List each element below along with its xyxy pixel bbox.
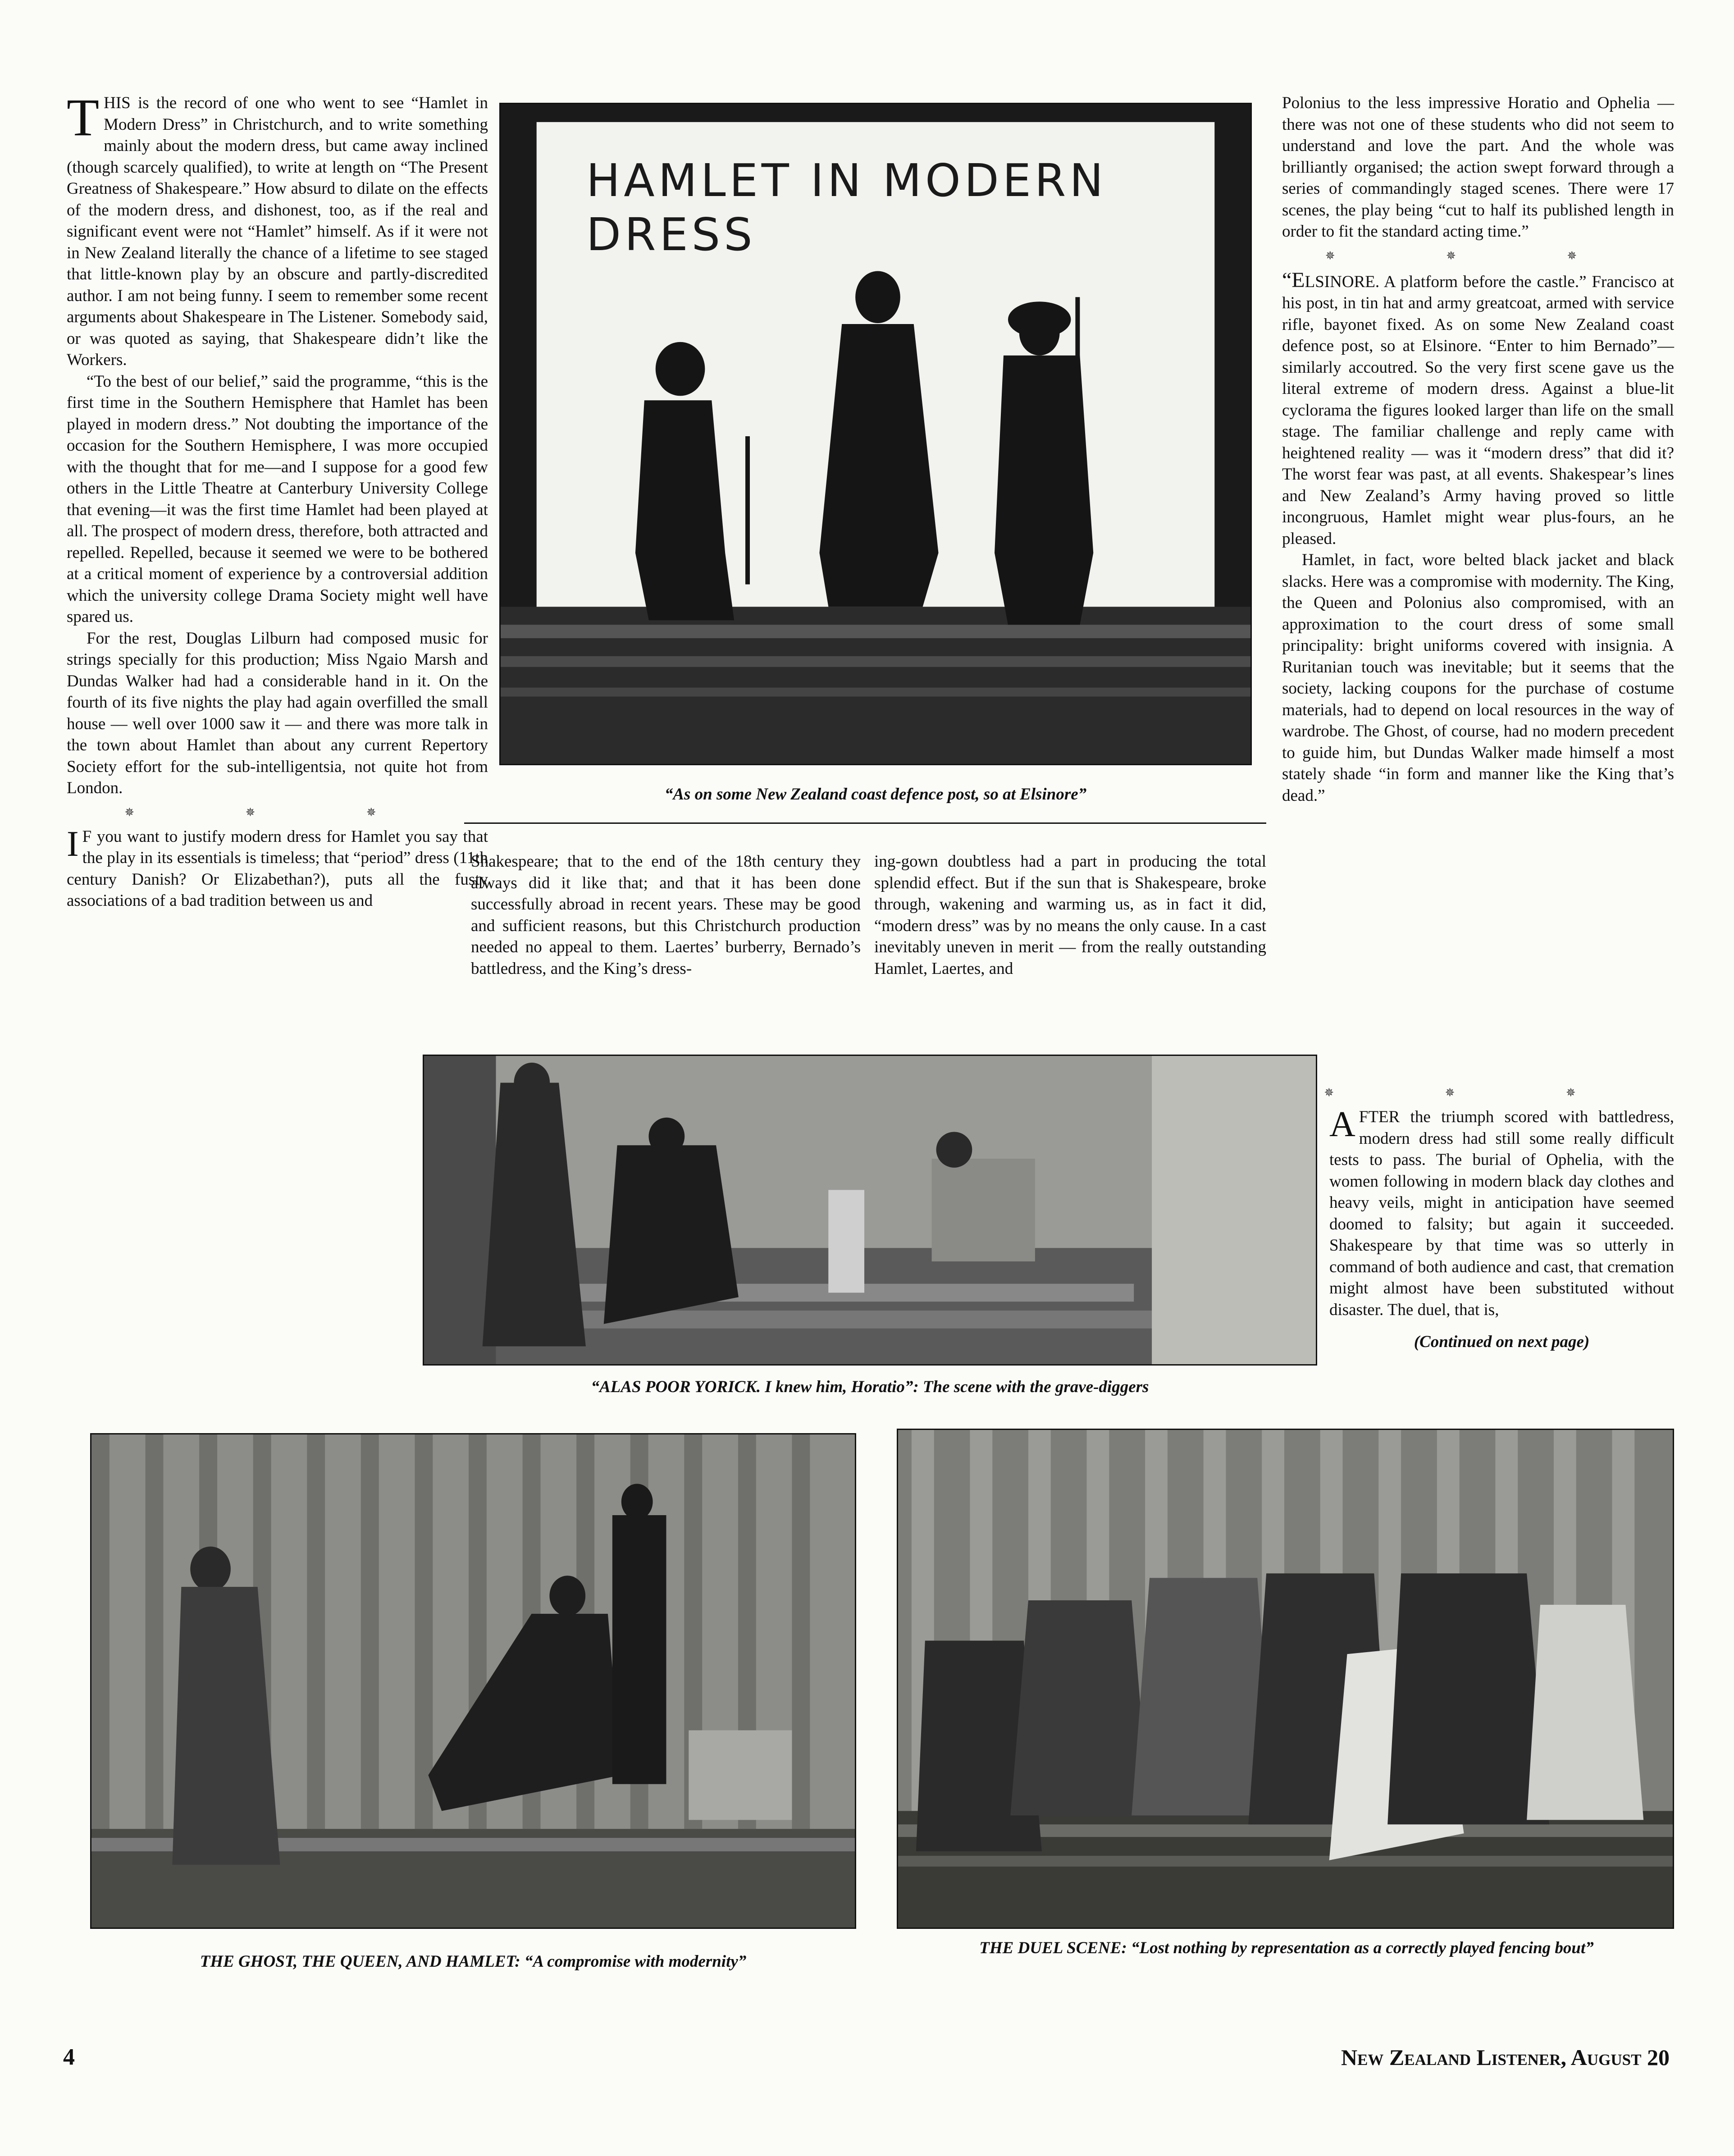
article-column-3-lower <box>1324 1079 1674 1353</box>
gravediggers-scene-image <box>424 1056 1316 1364</box>
continued-note: (Continued on next page) <box>1414 1333 1590 1351</box>
publication-footer: New Zealand Listener, August 20 <box>1341 2045 1670 2070</box>
article-paragraph: ing-gown doubtless had a part in producing the total splendid effect. But if the sun that is Shakespeare, broke through, wakening and warming us, as in fact it did, “modern dress” was by no means the only cause. In a cast inevitably uneven in merit — from the really outstanding Hamlet, Laertes, and <box>874 852 1266 978</box>
caption-rule <box>464 822 1266 824</box>
photo-title-line: HAMLET IN MODERN <box>586 154 1107 207</box>
article-paragraph <box>1329 1106 1674 1320</box>
paragraph-text: FTER the triumph scored with battledress, modern dress had still some really difficult tests to pass. The burial of Ophelia, with the women following in modern black day clothes and heavy veils, might in anticipation have seemed doomed to falsity; but again it succeeded. Shakespeare by that time was so utterly in command of both audience and cast, that cremation might almost have been substituted without disaster. The duel, that is, <box>1329 1108 1674 1319</box>
paragraph-text: LSINORE. A platform before the castle.” Francisco at his post, in tin hat and army greatcoat, armed with service rifle, bayonet fixed. As on some New Zealand coast defence post, so at Elsinore. “Enter to him Bernado”—similarly accoutred. So the very first scene gave us the literal extreme of modern dress. Against a blue-lit cyclorama the figures looked larger than life on the small stage. The familiar challenge and reply came with heightened reality — was it “modern dress” that did it? The worst fear was past, at all events. Shakespear’s lines and New Zealand’s Army having proved so little incongruous, Hamlet might wear plus-fours, an he pleased. <box>1282 272 1674 548</box>
article-paragraph <box>1282 270 1674 550</box>
duel-scene-image <box>898 1430 1673 1928</box>
middle-photo-caption: “ALAS POOR YORICK. I knew him, Horatio”: The scene with the grave-diggers <box>591 1378 1149 1396</box>
photo-gravediggers <box>423 1055 1317 1366</box>
top-photo-caption: “As on some New Zealand coast defence post, so at Elsinore” <box>664 785 1087 804</box>
drop-cap: “E <box>1282 268 1305 292</box>
drop-cap: A <box>1329 1105 1355 1144</box>
section-divider: ✵ ✵ ✵ <box>1324 1086 1630 1099</box>
caption-lead: THE GHOST, THE QUEEN, AND HAMLET: <box>200 1952 520 1971</box>
photo-duel-scene <box>897 1429 1674 1929</box>
photo-ghost-queen-hamlet <box>90 1433 856 1929</box>
photo-title-text <box>586 154 1107 262</box>
caption-quote: “Lost nothing by representation as a correctly played fencing bout” <box>1131 1939 1594 1957</box>
article-paragraph <box>67 826 488 912</box>
paragraph-text: F you want to justify modern dress for Hamlet you say that the play in its essentials is timeless; that “period” dress (11th century Danish? Or Elizabethan?), puts all the fusty associations of a bad tradition between us and <box>67 827 488 910</box>
paragraph-text: HIS is the record of one who went to see “Hamlet in Modern Dress” in Christchurch, and to write something mainly about the modern dress, but came away inclined (though scarcely qualified), to write at length on “The Present Greatness of Shakespeare.” How absurd to dilate on the effects of the modern dress, and dishonest, too, as if the real and significant event were not “Hamlet” himself. As if it were not in New Zealand literally the chance of a lifetime to see staged that little-known play by an obscure and partly-discredited author. I am not being funny. I seem to remember some recent arguments about Shakespeare in The Listener. Somebody said, or was quoted as saying, that Shakespeare didn’t like the Workers. <box>67 94 488 369</box>
bottom-left-photo-caption <box>68 1951 879 1972</box>
caption-quote: “A compromise with modernity” <box>524 1952 747 1971</box>
article-paragraph: Polonius to the less impressive Horatio and Ophelia — there was not one of these students who did not seem to understand and love the part. And the whole was brilliantly organised; the action swept forward through a series of commandingly staged scenes. There were 17 scenes, the play being “cut to half its published length in order to fit the standard acting time.” <box>1282 94 1674 241</box>
article-paragraph: “To the best of our belief,” said the programme, “this is the first time in the Southern Hemisphere that Hamlet has been played in modern dress.” Not doubting the importance of the occasion for the Southern Hemisphere, I was more occupied with the thought that for me—and I suppose for a good few others in the Little Theatre at Canterbury University College that evening—it was the first time Hamlet had been played at all. The prospect of modern dress, therefore, both attracted and repelled. Repelled, because it seemed we were to be bothered at a critical moment of experience by a controversial addition which the university college Drama Society might well have spared us. <box>67 372 488 626</box>
article-paragraph: Hamlet, in fact, wore belted black jacket and black slacks. Here was a compromise with modernity. The King, the Queen and Polonius also compromised, with an approximation to the court dress of some small principality: bright uniforms covered with insignia. A Ruritanian touch was inevitable; but it seems that the society, lacking coupons for the purchase of costume materials, had to depend on local resources in the way of wardrobe. The Ghost, of course, had no modern precedent to guide him, but Dundas Walker made himself a most stately shade “in form and manner like the King that’s dead.” <box>1282 551 1674 805</box>
photo-elsinore-soldiers <box>499 103 1252 765</box>
drop-cap: I <box>67 824 79 864</box>
article-paragraph <box>67 88 488 371</box>
section-divider: ✵ ✵ ✵ <box>1325 249 1631 262</box>
photo-title-line: DRESS <box>586 208 756 261</box>
article-column-mid-2 <box>874 851 1266 979</box>
ghost-queen-hamlet-image <box>91 1434 855 1928</box>
drop-cap: T <box>67 88 100 147</box>
article-column-mid-1 <box>471 851 861 979</box>
section-divider: ✵ ✵ ✵ <box>124 805 430 819</box>
bottom-right-photo-caption <box>883 1938 1690 1959</box>
caption-lead: THE DUEL SCENE: <box>979 1939 1127 1957</box>
page-number: 4 <box>63 2044 75 2070</box>
article-paragraph: Shakespeare; that to the end of the 18th century they always did it like that; and that it has been done successfully abroad in recent years. These may be good and sufficient reasons, but this Christchurch production needed no appeal to them. Laertes’ burberry, Bernado’s battledress, and the King’s dress- <box>471 852 861 978</box>
article-paragraph: For the rest, Douglas Lilburn had composed music for strings specially for this production; Miss Ngaio Marsh and Dundas Walker had had a considerable hand in it. On the fourth of its five nights the play had again overfilled the small house — well over 1000 saw it — and there was more talk in the town about Hamlet than about any current Repertory Society effort for the sub-intelligentsia, not quite hot from London. <box>67 629 488 797</box>
